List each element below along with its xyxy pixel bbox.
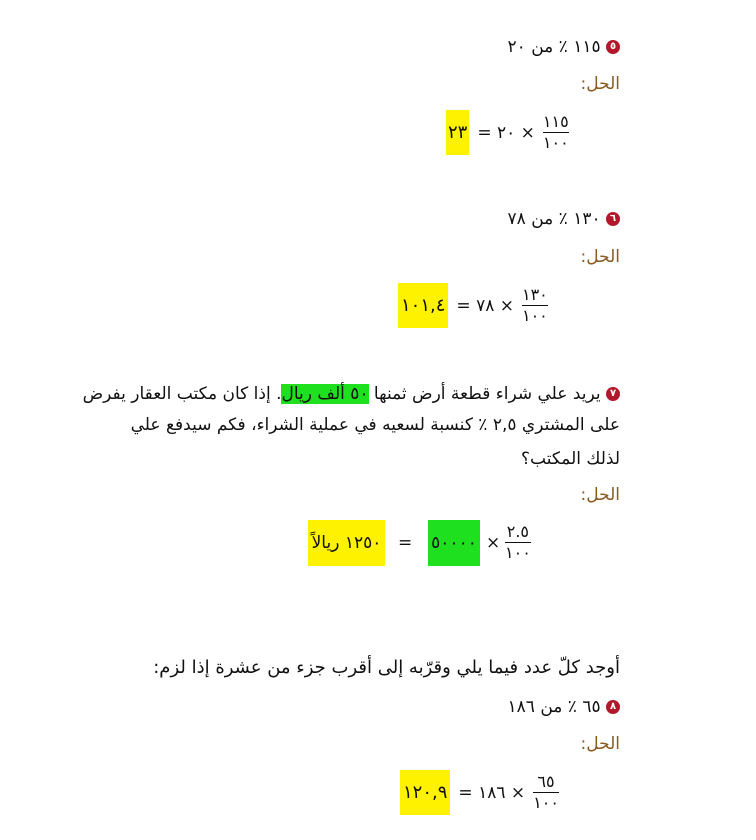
solution-label: الحل: [580, 247, 620, 267]
times-sign: × [486, 533, 501, 553]
problem-7-line-2: على المشتري ٢,٥ ٪ كنسبة لسعيه في عملية الشراء، فكم سيدفع علي [130, 415, 620, 435]
problem-8-equation [400, 770, 559, 815]
problem-text: ١٣٠ ٪ من ٧٨ [507, 209, 601, 229]
fraction [533, 773, 559, 812]
problem-number-badge: ٨ [606, 700, 620, 714]
answer-highlight: ١٢٠,٩ [400, 770, 450, 815]
fraction-numerator: ٦٥ [537, 772, 555, 791]
fraction [522, 286, 548, 325]
answer-highlight-box [308, 520, 385, 566]
problem-text: ١١٥ ٪ من ٢٠ [507, 37, 601, 57]
fraction-denominator: ١٠٠ [542, 133, 569, 152]
fraction [543, 113, 569, 152]
fraction-denominator: ١٠٠ [505, 543, 531, 562]
fraction-numerator: ١١٥ [542, 112, 569, 131]
problem-text: يريد علي شراء قطعة أرض ثمنها [368, 384, 601, 404]
problem-6-statement [508, 208, 620, 230]
answer-highlight: ١٠١,٤ [398, 283, 448, 328]
instruction-text: أوجد كلّ عدد فيما يلي وقرّبه إلى أقرب جزء من عشرة إذا لزم: [153, 657, 620, 678]
fraction-denominator: ١٠٠ [521, 306, 548, 325]
solution-label: الحل: [580, 485, 620, 505]
problem-7-line-1 [83, 379, 620, 410]
solution-label: الحل: [580, 74, 620, 94]
equation-middle: × ١٨٦ = [458, 782, 526, 803]
solution-label: الحل: [580, 734, 620, 754]
answer-highlight: ١٢٥٠ ريالاً [308, 520, 385, 566]
problem-7-line-3: لذلك المكتب؟ [521, 449, 620, 469]
problem-5-statement [508, 36, 620, 58]
value-highlight: ٥٠٠٠٠ [428, 520, 480, 566]
price-highlight: ٥٠ ألف ريال [281, 384, 369, 404]
problem-number-badge: ٦ [606, 212, 620, 226]
equation-middle: × ٢٠ = [477, 122, 535, 143]
fraction-denominator: ١٠٠ [533, 793, 559, 812]
equals-sign: = [398, 533, 413, 553]
answer-highlight: ٢٣ [446, 110, 469, 155]
fraction-numerator: ٢.٥ [506, 522, 530, 541]
problem-8-statement [508, 696, 620, 718]
problem-number-badge: ٧ [606, 387, 620, 401]
fraction [505, 523, 531, 562]
equation-middle: × ٧٨ = [456, 295, 514, 316]
problem-text: . إذا كان مكتب العقار يفرض [82, 384, 282, 404]
problem-5-equation [446, 110, 569, 155]
problem-number-badge: ٥ [606, 40, 620, 54]
problem-6-equation [398, 283, 548, 328]
fraction-numerator: ١٣٠ [521, 285, 548, 304]
value-highlight-box [428, 520, 480, 566]
problem-text: ٦٥ ٪ من ١٨٦ [507, 697, 601, 717]
